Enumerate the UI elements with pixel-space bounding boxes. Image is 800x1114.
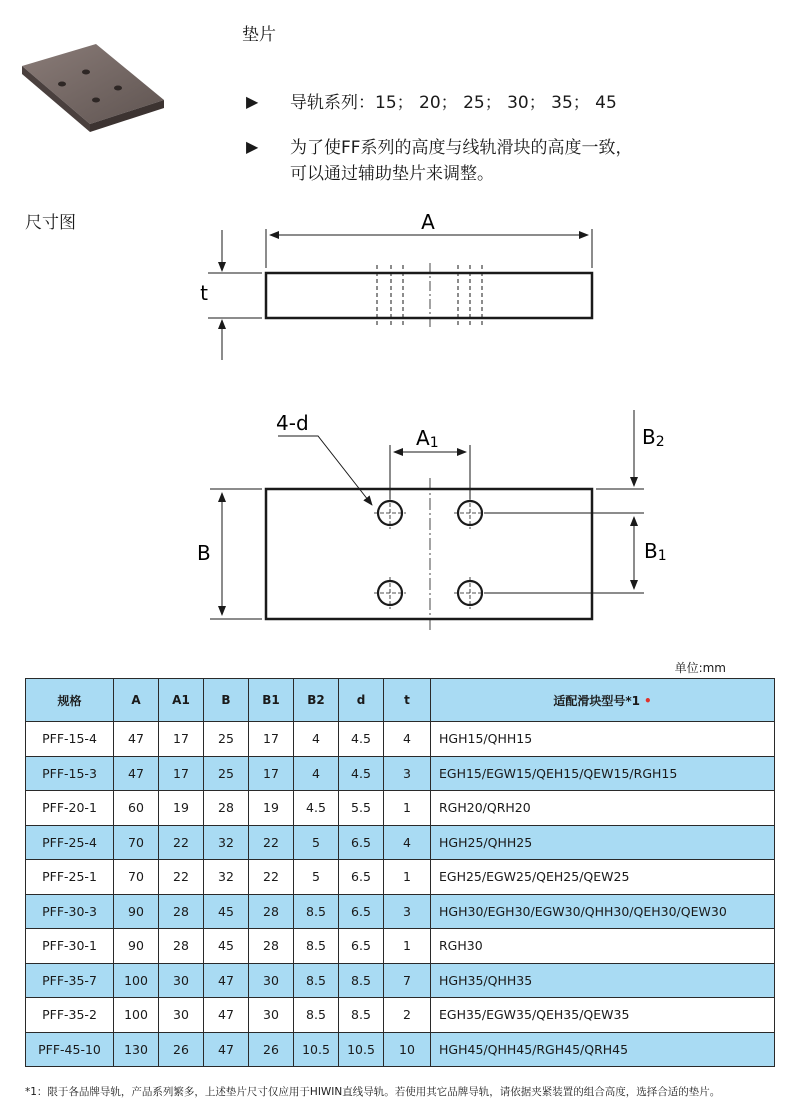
table-row bbox=[26, 929, 775, 964]
table-cell: PFF-25-4 bbox=[26, 825, 114, 860]
dim-label-A1: A1 bbox=[416, 426, 439, 451]
table-cell: 6.5 bbox=[339, 825, 384, 860]
table-cell: PFF-30-3 bbox=[26, 894, 114, 929]
table-cell: 22 bbox=[159, 860, 204, 895]
table-cell: 70 bbox=[114, 860, 159, 895]
table-cell: 26 bbox=[249, 1032, 294, 1067]
table-cell: 7 bbox=[384, 963, 431, 998]
table-cell: 4.5 bbox=[339, 756, 384, 791]
table-cell: 3 bbox=[384, 894, 431, 929]
table-cell: 4 bbox=[384, 722, 431, 757]
table-cell: 60 bbox=[114, 791, 159, 826]
table-cell: 22 bbox=[249, 860, 294, 895]
table-cell: 45 bbox=[204, 929, 249, 964]
column-header: A1 bbox=[159, 679, 204, 722]
table-cell: 30 bbox=[159, 998, 204, 1033]
table-cell-models: HGH25/QHH25 bbox=[431, 825, 775, 860]
bullet-rail-series: 导轨系列：15； 20； 25； 30； 35； 45 bbox=[290, 93, 617, 113]
table-cell-models: EGH15/EGW15/QEH15/QEW15/RGH15 bbox=[431, 756, 775, 791]
table-cell: 8.5 bbox=[294, 963, 339, 998]
table-cell: 90 bbox=[114, 894, 159, 929]
table-cell: 17 bbox=[159, 722, 204, 757]
table-cell: 130 bbox=[114, 1032, 159, 1067]
table-cell: 28 bbox=[159, 929, 204, 964]
table-cell: 47 bbox=[114, 722, 159, 757]
table-header-row bbox=[26, 679, 775, 722]
table-cell: 45 bbox=[204, 894, 249, 929]
footnote: *1：限于各品牌导轨，产品系列繁多，上述垫片尺寸仅应用于HIWIN直线导轨。若使用其它品牌导轨，请依据夹紧装置的组合高度，选择合适的垫片。 bbox=[25, 1086, 721, 1098]
unit-label: 单位:mm bbox=[674, 661, 726, 675]
table-cell-models: HGH30/EGH30/EGW30/QHH30/QEH30/QEW30 bbox=[431, 894, 775, 929]
table-cell: 8.5 bbox=[294, 929, 339, 964]
table-cell: 5 bbox=[294, 825, 339, 860]
table-cell: PFF-20-1 bbox=[26, 791, 114, 826]
table-cell-models: RGH20/QRH20 bbox=[431, 791, 775, 826]
table-row bbox=[26, 825, 775, 860]
table-row bbox=[26, 791, 775, 826]
table-row bbox=[26, 722, 775, 757]
table-cell: 100 bbox=[114, 998, 159, 1033]
table-cell: 5.5 bbox=[339, 791, 384, 826]
column-header: B1 bbox=[249, 679, 294, 722]
table-cell: 22 bbox=[159, 825, 204, 860]
note-mark-icon: • bbox=[643, 693, 652, 708]
table-cell: PFF-30-1 bbox=[26, 929, 114, 964]
dim-label-B2: B2 bbox=[642, 425, 665, 450]
column-header: B bbox=[204, 679, 249, 722]
table-cell: 28 bbox=[249, 929, 294, 964]
table-cell: 8.5 bbox=[339, 998, 384, 1033]
table-row bbox=[26, 860, 775, 895]
table-cell: 17 bbox=[249, 722, 294, 757]
table-cell: 47 bbox=[204, 998, 249, 1033]
table-cell-models: RGH30 bbox=[431, 929, 775, 964]
table-cell: 4 bbox=[294, 756, 339, 791]
dim-label-4d: 4-d bbox=[276, 411, 309, 435]
table-cell: 10 bbox=[384, 1032, 431, 1067]
table-cell: 32 bbox=[204, 860, 249, 895]
table-cell: 2 bbox=[384, 998, 431, 1033]
table-cell: 28 bbox=[159, 894, 204, 929]
page-title: 垫片 bbox=[242, 25, 276, 45]
column-header: A bbox=[114, 679, 159, 722]
table-cell-models: HGH15/QHH15 bbox=[431, 722, 775, 757]
table-cell: 47 bbox=[204, 963, 249, 998]
bullet-height-adjust-line1: 为了使FF系列的高度与线轨滑块的高度一致， bbox=[290, 138, 633, 158]
column-header: t bbox=[384, 679, 431, 722]
table-cell: 30 bbox=[159, 963, 204, 998]
table-cell: 28 bbox=[249, 894, 294, 929]
column-header-models: 适配滑块型号*1 • bbox=[431, 679, 775, 722]
table-cell: 10.5 bbox=[294, 1032, 339, 1067]
table-cell: 25 bbox=[204, 722, 249, 757]
table-cell: 4 bbox=[294, 722, 339, 757]
table-cell: 3 bbox=[384, 756, 431, 791]
table-cell: 90 bbox=[114, 929, 159, 964]
table-cell: PFF-15-4 bbox=[26, 722, 114, 757]
table-cell: PFF-35-7 bbox=[26, 963, 114, 998]
triangle-bullet-icon: ▶ bbox=[246, 137, 259, 156]
table-cell: 4 bbox=[384, 825, 431, 860]
table-cell: 8.5 bbox=[339, 963, 384, 998]
table-cell: 8.5 bbox=[294, 998, 339, 1033]
table-cell-models: HGH35/QHH35 bbox=[431, 963, 775, 998]
column-header: d bbox=[339, 679, 384, 722]
spec-table bbox=[25, 678, 775, 1067]
table-cell: 19 bbox=[159, 791, 204, 826]
column-header: B2 bbox=[294, 679, 339, 722]
table-cell: 22 bbox=[249, 825, 294, 860]
column-header: 规格 bbox=[26, 679, 114, 722]
table-cell: 30 bbox=[249, 963, 294, 998]
table-cell: 47 bbox=[114, 756, 159, 791]
table-cell: 4.5 bbox=[339, 722, 384, 757]
table-cell: 25 bbox=[204, 756, 249, 791]
table-row bbox=[26, 963, 775, 998]
product-image bbox=[18, 38, 168, 134]
table-cell: 17 bbox=[159, 756, 204, 791]
table-cell: 1 bbox=[384, 791, 431, 826]
table-cell: 5 bbox=[294, 860, 339, 895]
table-cell: 32 bbox=[204, 825, 249, 860]
dim-label-t: t bbox=[200, 281, 208, 305]
table-cell: 4.5 bbox=[294, 791, 339, 826]
table-cell: PFF-35-2 bbox=[26, 998, 114, 1033]
table-row bbox=[26, 998, 775, 1033]
table-cell-models: EGH35/EGW35/QEH35/QEW35 bbox=[431, 998, 775, 1033]
table-cell: PFF-25-1 bbox=[26, 860, 114, 895]
table-cell: 19 bbox=[249, 791, 294, 826]
table-cell-models: HGH45/QHH45/RGH45/QRH45 bbox=[431, 1032, 775, 1067]
table-row bbox=[26, 894, 775, 929]
table-cell: PFF-45-10 bbox=[26, 1032, 114, 1067]
table-cell: 6.5 bbox=[339, 860, 384, 895]
dim-label-B: B bbox=[197, 541, 211, 565]
table-row bbox=[26, 1032, 775, 1067]
section-title-dimensions: 尺寸图 bbox=[25, 213, 76, 233]
table-cell: 70 bbox=[114, 825, 159, 860]
bullet-height-adjust-line2: 可以通过辅助垫片来调整。 bbox=[290, 164, 494, 184]
table-cell: PFF-15-3 bbox=[26, 756, 114, 791]
table-cell: 6.5 bbox=[339, 894, 384, 929]
table-cell: 47 bbox=[204, 1032, 249, 1067]
table-row bbox=[26, 756, 775, 791]
table-cell: 6.5 bbox=[339, 929, 384, 964]
table-cell: 100 bbox=[114, 963, 159, 998]
dimension-drawing bbox=[0, 200, 800, 640]
table-cell: 26 bbox=[159, 1032, 204, 1067]
triangle-bullet-icon: ▶ bbox=[246, 92, 259, 111]
table-cell: 1 bbox=[384, 860, 431, 895]
dim-label-B1: B1 bbox=[644, 539, 667, 564]
dim-label-A: A bbox=[421, 210, 435, 234]
table-cell: 28 bbox=[204, 791, 249, 826]
table-cell: 30 bbox=[249, 998, 294, 1033]
table-cell: 17 bbox=[249, 756, 294, 791]
table-cell: 10.5 bbox=[339, 1032, 384, 1067]
table-cell-models: EGH25/EGW25/QEH25/QEW25 bbox=[431, 860, 775, 895]
table-cell: 8.5 bbox=[294, 894, 339, 929]
table-cell: 1 bbox=[384, 929, 431, 964]
